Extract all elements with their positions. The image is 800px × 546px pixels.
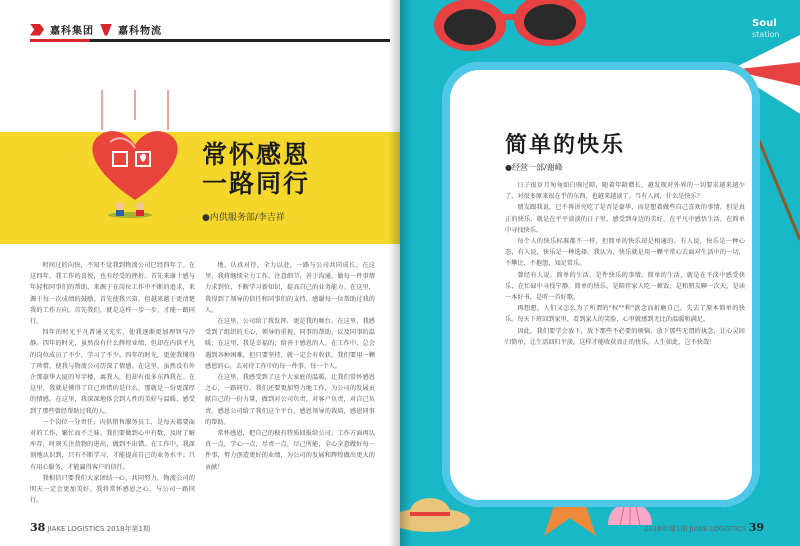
page-number: 39 (748, 521, 764, 534)
article-author-right: ●经营一部/谢峰 (505, 163, 563, 172)
page-number-right (644, 521, 764, 534)
title-line-2: 一路同行 (202, 169, 311, 198)
body-column-right (505, 180, 745, 348)
paragraph: 地，认真对待，全力以赴，一路与公司共同成长。在这里，我将继续全力工作，注意细节，善于沟通，做每一件事情力求到位，不断学习新知识，提高自己的业务能力。在这里，我得到了领导的信任和同事们的支持，感谢每一位帮助过我的人。 (205, 262, 375, 314)
section-subtitle: station (752, 30, 780, 39)
yellow-title-band (0, 132, 400, 244)
right-page (400, 0, 800, 546)
body-column-2 (205, 260, 375, 473)
article-author: ●内供服务部/李吉祥 (202, 213, 285, 223)
paragraph: 每个人的快乐标准都不一样，但简单的快乐却是相通的。有人说，快乐是一种心态，有人说，快乐是一种选择。我认为，快乐就是用一颗平常心去面对生活中的一切，不攀比、不抱怨，知足常乐。 (505, 238, 745, 268)
paragraph: 因此，我们要学会放下，放下那些不必要的烦恼，放下那些无谓的执念，让心灵回归简单，让生活回归平淡，这样才能收获真正的快乐。人生如此，岂不快哉！ (505, 327, 745, 346)
brand-name-logistics: 嘉科物流 (118, 26, 162, 37)
paragraph: 我相信只要我们大家团结一心，共同努力，物流公司的明天一定会更加美好。我将常怀感恩之心，与公司一路同行。 (30, 474, 195, 505)
body-column-1 (30, 260, 195, 506)
title-line-1: 常怀感恩 (202, 140, 311, 169)
paragraph: 时间过的向快，不知不觉我到物流公司已经四年了。在这四年，我工作的喜悦，也有经受的挫折。首先来谢十感与年轻和同事们的帮助，来源于在岗位工作中不断的追求，来源于每一次成绩的鼓励。首先使我兴奋，但越来越于更清楚我的工作方向。首先我们，就是这样一步一步，才能一路同行。 (30, 262, 195, 326)
section-title: Soul (752, 18, 777, 29)
paragraph: 常怀感恩，把自己的独有特质回报给公司，工作方面再认真一点，学心一点，尽责一点，尽己所能，全心全意做好每一件事，努力创造更好的业绩，为公司的发展和辉煌做出更大的贡献！ (205, 430, 375, 471)
header-rule (30, 39, 390, 42)
paragraph: 曾经有人说，简单的生活，是件快乐的事情。简单的生活，就是在平淡中感受快乐，在忙碌中寻找宁静。简单的快乐，是陪伴家人吃一顿饭，是和朋友聊一次天，是读一本好书，是听一首好歌。 (505, 271, 745, 302)
folio-text: 2018年第1期 JIAKE LOGISTICS (644, 525, 747, 533)
paragraph: 一个岗位一分责任，内供销售服务员工，是每天都要面对的工作，繁忙而不乏味。我们要做到心中有数，及时了解库存，时刻关注货物的进出，做到不出错。在工作中，我深刻地认识到，只有不断学习，才能提高自己的业务水平；只有用心服务，才能赢得客户的信任。 (30, 418, 195, 471)
paragraph: 再想想，人们又怎么为了所谓的"权""利"欲念而折磨自己，失去了原本简单的快乐。每天下班回到家里，看到家人的笑脸，心里就感到无比的温暖和满足。 (505, 305, 745, 324)
article-title-right: 简单的快乐 (505, 132, 626, 158)
gratitude-heart-illustration-icon (80, 90, 190, 230)
jiake-logistics-logo-icon (100, 24, 112, 36)
brand-header (30, 22, 162, 37)
page-number: 38 (30, 521, 46, 534)
jiake-group-logo-icon (30, 24, 44, 36)
section-label (752, 18, 780, 40)
page-number-left (30, 521, 150, 534)
article-title (202, 140, 310, 198)
paragraph: 四年的时光平凡普通又充实，使我逐渐更加理智与冷静。四年的时光，虽然没有什么辉煌业绩，但却在内供平凡的岗位成员了不少，学习了不少。四年的时光，更使我懂得了珍惜，使我与物流公司历深了情感。在这里，虽然没有外企那豪华大厦的写字楼，离我入，但却有很多东西我在。在这里，我就是懂得了自己珍惜的是什么，那就是一份更深厚的情感。在这里，我深深地体会到人性的美好与温暖，感受到了那些曾经帮助过我的人。 (30, 329, 195, 415)
paragraph: 在这里，我感受到了这个大家庭的温暖，让我们常怀感恩之心，一路同行。我们还要更加努力地工作，为公司的发展贡献自己的一份力量，做到对公司负责，对客户负责，对自己负责。感恩公司给了我们这个平台，感恩领导的栽培，感恩同事的帮助。 (205, 374, 375, 426)
folio-text: JIAKE LOGISTICS 2018年第1期 (47, 525, 150, 533)
paragraph: 朋友跟我说，已不再讲究吃了是否是豪华，而是想着做些自己喜欢的事情。但是真正的快乐，就是在平平淡淡的日子里，感受到身边的美好，在平凡中感悟生活，在简单中寻找快乐。 (505, 204, 745, 234)
brand-name-group: 嘉科集团 (50, 26, 94, 37)
paragraph: 日子很岁月匆匆如白驹过隙，随着年龄增长，越发现对外界的一切要求越来越少了，对很多原来很在乎的东西，也越来越淡了。当有人问，什么是快乐？ (505, 182, 745, 201)
paragraph: 在这里，公司给了我发挥，更是我的舞台。在这里，我感受到了组织的关心，领导的重视，同事的帮助，以及同事的温暖；在这里，我是幸福的；给善于感恩的人，在工作中，总会遇到各种困难，但只要坚持，就一定会有收获。我们要用一颗感恩的心，去对待工作中的每一件事、每一个人。 (205, 318, 375, 370)
